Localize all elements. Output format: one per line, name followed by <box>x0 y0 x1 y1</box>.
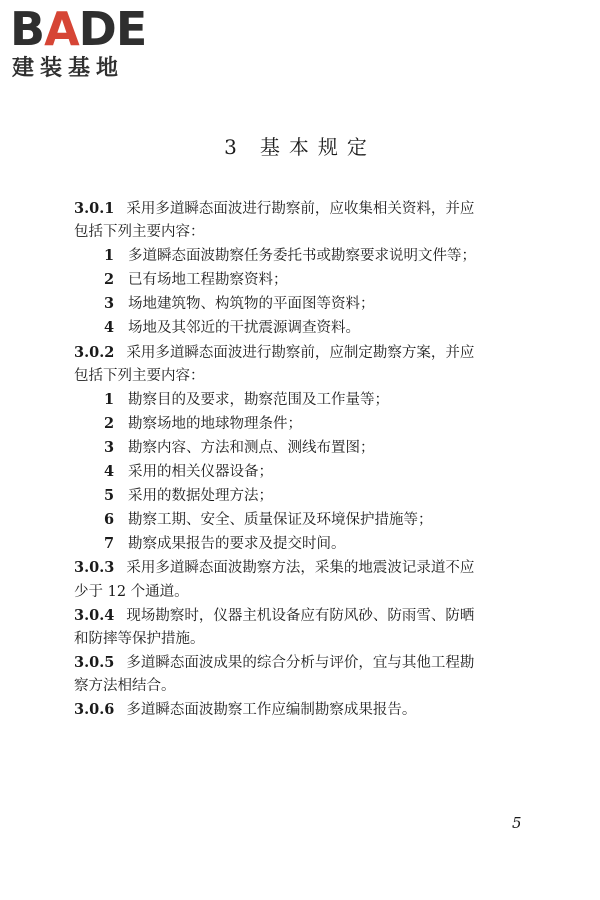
clause-text: 采用多道瞬态面波进行勘察前，应收集相关资料，并应 <box>126 201 475 217</box>
clause-line-continued <box>74 221 542 244</box>
clause-text: 采用多道瞬态面波进行勘察前，应制定勘察方案，并应 <box>126 344 475 361</box>
clause-text: 察方法相结合。 <box>74 677 176 694</box>
clause-number: 3.0.5 <box>74 653 115 671</box>
list-item <box>74 292 542 316</box>
clause-number: 3.0.6 <box>74 700 115 718</box>
list-item <box>74 316 542 340</box>
list-item-number: 3 <box>104 438 115 456</box>
clause-text: 多道瞬态面波勘察工作应编制勘察成果报告。 <box>126 701 417 718</box>
clause-list <box>74 197 542 722</box>
clause-line-first <box>74 698 542 722</box>
list-item <box>74 436 542 460</box>
logo-subtitle: 建装基地 <box>12 56 125 81</box>
page-number: 5 <box>512 814 522 832</box>
clause-line-first <box>74 651 542 675</box>
clause-number: 3.0.3 <box>74 559 115 577</box>
list-item-number: 1 <box>104 247 115 265</box>
clause-number: 3.0.1 <box>74 200 115 217</box>
chapter-title <box>0 133 600 161</box>
clause-text: 少于 12 个通道。 <box>74 583 189 600</box>
clause-text: 采用多道瞬态面波勘察方法，采集的地震波记录道不应 <box>126 560 475 577</box>
list-item-number: 4 <box>104 463 115 481</box>
list-item-number: 5 <box>104 487 115 505</box>
chapter-number: 3 <box>224 135 246 159</box>
list-item <box>74 532 542 556</box>
list-item <box>74 268 542 292</box>
list-item-text: 勘察成果报告的要求及提交时间。 <box>128 536 346 553</box>
bade-logo <box>10 2 175 86</box>
list-item <box>74 388 542 412</box>
list-item-text: 采用的相关仪器设备； <box>128 464 273 481</box>
list-item-number: 2 <box>104 414 115 432</box>
list-item-number: 2 <box>104 271 115 289</box>
logo-accent-letter: A <box>44 2 79 56</box>
clause-text: 现场勘察时，仪器主机设备应有防风砂、防雨雪、防晒 <box>126 607 475 624</box>
clause-text: 和防摔等保护措施。 <box>74 630 205 647</box>
clause-line-first <box>74 556 542 580</box>
list-item <box>74 484 542 508</box>
clause-line-continued <box>74 675 542 698</box>
logo-wordmark: BADE <box>10 2 147 56</box>
clause-text: 包括下列主要内容： <box>74 367 205 384</box>
list-item <box>74 460 542 484</box>
clause-number: 3.0.4 <box>74 606 115 624</box>
list-item-text: 场地及其邻近的干扰震源调查资料。 <box>128 320 360 337</box>
list-item-text: 场地建筑物、构筑物的平面图等资料； <box>128 296 375 313</box>
list-item-text: 勘察内容、方法和测点、测线布置图； <box>128 439 375 456</box>
list-item-number: 4 <box>104 319 115 337</box>
list-item-number: 1 <box>104 390 115 408</box>
list-item-number: 3 <box>104 295 115 313</box>
clause-number: 3.0.2 <box>74 343 115 361</box>
clause-line-first <box>74 341 542 365</box>
list-item-text: 采用的数据处理方法； <box>128 488 273 505</box>
list-item-number: 6 <box>104 511 115 529</box>
chapter-title-text: 基本规定 <box>259 135 376 159</box>
list-item <box>74 244 542 268</box>
list-item-text: 勘察场地的地球物理条件； <box>128 415 302 432</box>
clause-line-continued <box>74 581 542 604</box>
clause-line-first <box>74 197 542 221</box>
clause-line-continued <box>74 628 542 651</box>
clause-line-continued <box>74 365 542 388</box>
clause-text: 多道瞬态面波成果的综合分析与评价，宜与其他工程勘 <box>126 654 475 671</box>
list-item-text: 勘察目的及要求，勘察范围及工作量等； <box>128 391 389 408</box>
clause-line-first <box>74 604 542 628</box>
list-item-text: 勘察工期、安全、质量保证及环境保护措施等； <box>128 512 433 529</box>
list-item <box>74 412 542 436</box>
clause-text: 包括下列主要内容： <box>74 224 205 241</box>
list-item-number: 7 <box>104 535 115 553</box>
list-item-text: 多道瞬态面波勘察任务委托书或勘察要求说明文件等； <box>128 248 476 265</box>
list-item <box>74 508 542 532</box>
list-item-text: 已有场地工程勘察资料； <box>128 272 288 289</box>
